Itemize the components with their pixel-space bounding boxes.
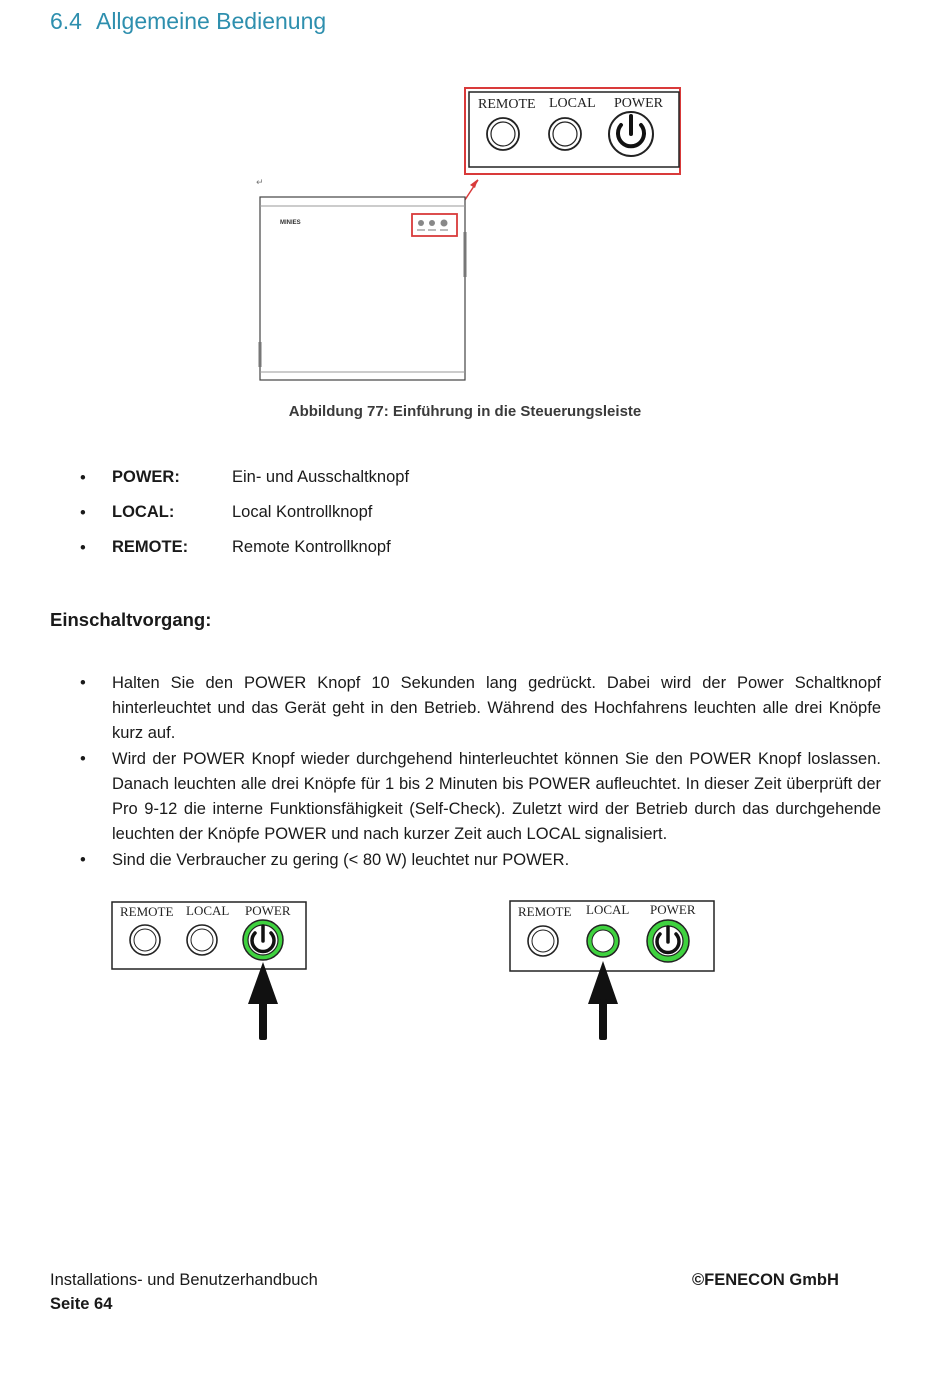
bullet: • — [80, 750, 86, 768]
power-button-lit-icon — [647, 920, 689, 962]
power-button-lit-icon — [243, 920, 283, 960]
device-brand-logo: MINIES — [280, 220, 301, 226]
startup-step — [80, 747, 881, 847]
panel-label-power: POWER — [650, 902, 696, 917]
footer-copyright: ©FENECON GmbH — [692, 1271, 839, 1289]
bullet: • — [80, 539, 86, 557]
definition-term: REMOTE: — [112, 538, 189, 556]
panel-label-local: LOCAL — [586, 902, 630, 917]
bullet: • — [80, 851, 86, 869]
bullet: • — [80, 674, 86, 692]
startup-steps — [80, 671, 881, 874]
bullet: • — [80, 469, 86, 487]
panel-label-power: POWER — [245, 903, 291, 918]
definition-desc: Ein- und Ausschaltknopf — [232, 468, 410, 486]
definition-term: LOCAL: — [112, 503, 175, 521]
callout-label-power: POWER — [614, 96, 663, 111]
bullet: • — [80, 504, 86, 522]
arrow-up-icon — [588, 961, 618, 1040]
section-title: Allgemeine Bedienung — [95, 8, 327, 34]
panel-state-power-lit — [110, 900, 310, 1042]
local-button-lit-icon — [587, 925, 619, 957]
definition-term: POWER: — [112, 468, 180, 486]
startup-step-text: Wird der POWER Knopf wieder durchgehend hinterleuchtet können Sie den POWER Knopf loslassen. Danach leuchten alle drei Knöpfe für 1 bis 2 Minuten bis POWER aufleuchtet. In dieser Zeit überprüft der Pro 9-12 die interne Funktionsfähigkeit (Self-Check). Zuletzt wird der Betrieb durch das durchgehende leuchten der Knöpfe POWER und nach kurzer Zeit auch LOCAL signalisiert. — [112, 750, 881, 843]
panel-state-power-local-lit — [508, 899, 718, 1042]
panel-label-remote: REMOTE — [120, 904, 174, 919]
definition-desc: Local Kontrollknopf — [232, 503, 373, 521]
startup-heading: Einschaltvorgang: — [50, 609, 212, 630]
startup-step — [80, 671, 881, 746]
definition-desc: Remote Kontrollknopf — [232, 538, 391, 556]
callout-label-local: LOCAL — [549, 96, 596, 111]
panel-label-remote: REMOTE — [518, 904, 572, 919]
panel-callout — [465, 88, 680, 174]
svg-text:↵: ↵ — [256, 177, 264, 187]
panel-label-local: LOCAL — [186, 903, 230, 918]
startup-step-text: Sind die Verbraucher zu gering (< 80 W) leuchtet nur POWER. — [112, 851, 570, 869]
figure-caption: Abbildung 77: Einführung in die Steuerungsleiste — [288, 403, 642, 420]
startup-step-text: Halten Sie den POWER Knopf 10 Sekunden lang gedrückt. Dabei wird der Power Schaltknopf hinterleuchtet und das Gerät geht in den Betrieb. Während des Hochfahrens leuchten alle drei Knöpfe kurz auf. — [112, 674, 881, 742]
callout-label-remote: REMOTE — [478, 97, 536, 112]
device-illustration — [256, 177, 465, 380]
startup-step — [80, 848, 881, 873]
section-number: 6.4 — [50, 8, 82, 34]
footer-page-number: Seite 64 — [50, 1295, 113, 1313]
section-heading — [50, 8, 326, 35]
control-panel-figure — [240, 82, 690, 392]
arrow-up-icon — [248, 962, 278, 1040]
footer-manual-title: Installations- und Benutzerhandbuch — [50, 1271, 318, 1289]
